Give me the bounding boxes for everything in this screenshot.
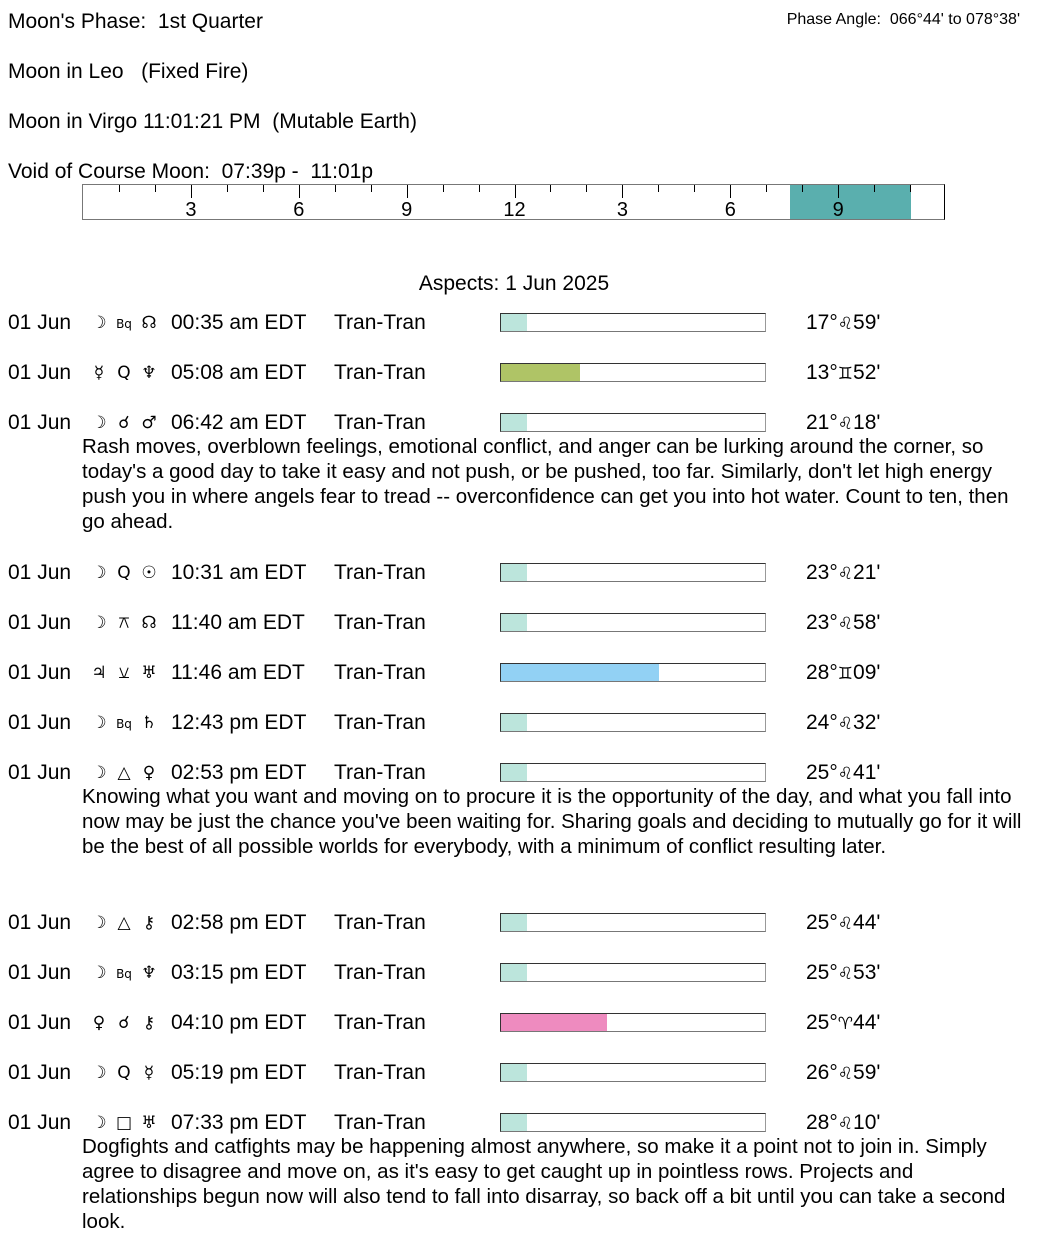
planet2-icon: ⚷ <box>142 1013 156 1033</box>
aspect-date: 01 Jun <box>8 761 72 784</box>
aspect-position <box>806 610 880 637</box>
position-minute: 52' <box>853 361 881 384</box>
position-degree: 25° <box>806 761 838 784</box>
aspect-position <box>806 1010 880 1037</box>
zodiac-sign-icon: ♈ <box>837 1014 854 1034</box>
zodiac-sign-icon: ♌ <box>837 964 854 984</box>
aspect-glyphs <box>86 1110 162 1136</box>
planet1-icon: ☽ <box>91 913 107 933</box>
timeline-tick <box>191 185 192 198</box>
timeline-tick <box>730 185 731 198</box>
aspect-strength-bar <box>500 1013 766 1032</box>
planet1-icon: ♀ <box>92 1013 106 1033</box>
aspect-position <box>806 760 880 787</box>
position-minute: 32' <box>853 711 881 734</box>
aspect-time: 05:19 pm EDT <box>171 1061 307 1084</box>
timeline-tick <box>515 185 516 198</box>
position-minute: 58' <box>853 611 881 634</box>
moon-sign: Moon in Leo (Fixed Fire) <box>8 60 249 83</box>
timeline-hour-label: 6 <box>293 199 305 221</box>
planet1-icon: ☽ <box>91 563 107 583</box>
position-degree: 26° <box>806 1061 838 1084</box>
planet1-icon: ☽ <box>91 1063 107 1083</box>
aspect-position <box>806 560 880 587</box>
timeline-tick <box>766 185 767 192</box>
planet2-icon: ☉ <box>141 563 157 583</box>
aspect-type-icon: □ <box>115 1113 133 1133</box>
aspect-row <box>0 360 1052 386</box>
aspect-date: 01 Jun <box>8 311 72 334</box>
position-minute: 59' <box>853 311 881 334</box>
aspect-type-icon: Bq <box>116 317 132 331</box>
position-degree: 21° <box>806 411 838 434</box>
aspect-kind: Tran-Tran <box>334 711 426 734</box>
position-degree: 17° <box>806 311 838 334</box>
planet1-icon: ☽ <box>91 1113 107 1133</box>
timeline-tick <box>479 185 480 192</box>
aspect-strength-fill <box>501 764 527 781</box>
timeline-tick <box>119 185 120 192</box>
aspect-glyphs <box>86 1010 162 1036</box>
void-of-course-band <box>790 185 911 219</box>
planet1-icon: ☽ <box>91 413 107 433</box>
aspect-strength-fill <box>501 414 527 431</box>
aspect-strength-fill <box>501 564 527 581</box>
timeline-hour-label: 9 <box>832 199 844 221</box>
aspect-position <box>806 960 880 987</box>
position-minute: 53' <box>853 961 881 984</box>
aspect-strength-bar <box>500 663 766 682</box>
timeline-tick <box>443 185 444 192</box>
aspect-glyphs <box>86 610 162 636</box>
aspect-glyphs <box>86 760 162 786</box>
position-degree: 28° <box>806 1111 838 1134</box>
planet1-icon: ☽ <box>91 313 107 333</box>
position-minute: 41' <box>853 761 881 784</box>
aspect-strength-bar <box>500 1063 766 1082</box>
aspect-kind: Tran-Tran <box>334 1011 426 1034</box>
aspect-position <box>806 710 880 737</box>
timeline-tick <box>227 185 228 192</box>
timeline-tick <box>874 185 875 192</box>
planet2-icon: ♅ <box>141 1113 157 1133</box>
aspect-time: 11:46 am EDT <box>171 661 305 684</box>
aspect-time: 00:35 am EDT <box>171 311 307 334</box>
aspect-strength-bar <box>500 713 766 732</box>
planet2-icon: ♅ <box>141 663 157 683</box>
position-degree: 28° <box>806 661 838 684</box>
aspect-type-icon: ⚻ <box>118 613 130 633</box>
zodiac-sign-icon: ♊ <box>837 364 854 384</box>
aspect-date: 01 Jun <box>8 1061 72 1084</box>
aspect-description: Rash moves, overblown feelings, emotional conflict, and anger can be lurking around the corner, so today's a good day to take it easy and not push, or be pushed, too far. Similarly, don't let high energy push you in where angels fear to tread -- overconfidence can get you into hot water. Count to ten, then go ahead. <box>82 435 1009 533</box>
timeline-tick <box>155 185 156 192</box>
aspect-row <box>0 710 1052 736</box>
planet2-icon: ♀ <box>142 763 156 783</box>
planet2-icon: ♆ <box>141 963 157 983</box>
aspect-position <box>806 410 880 437</box>
timeline-hour-label: 3 <box>185 199 197 221</box>
aspect-position <box>806 910 880 937</box>
planet2-icon: ♂ <box>141 413 157 433</box>
position-degree: 23° <box>806 611 838 634</box>
aspect-description: Dogfights and catfights may be happening almost anywhere, so make it a point not to join in. Simply agree to disagree and move on, as it's easy to get caught up in pointless rows. Projects and relationships begun now will also tend to fall into disarray, so back off a bit until you can take a second look. <box>82 1135 1006 1233</box>
aspect-kind: Tran-Tran <box>334 311 426 334</box>
position-minute: 18' <box>853 411 881 434</box>
zodiac-sign-icon: ♌ <box>837 314 854 334</box>
aspect-strength-fill <box>501 964 527 981</box>
aspect-strength-bar <box>500 313 766 332</box>
aspect-type-icon: ⚺ <box>118 663 130 683</box>
aspect-kind: Tran-Tran <box>334 911 426 934</box>
planet2-icon: ☊ <box>141 613 157 633</box>
aspect-type-icon: Q <box>117 363 131 383</box>
position-degree: 25° <box>806 961 838 984</box>
aspect-date: 01 Jun <box>8 911 72 934</box>
aspect-row <box>0 560 1052 586</box>
aspect-time: 07:33 pm EDT <box>171 1111 307 1134</box>
timeline-hour-label: 6 <box>724 199 736 221</box>
planet1-icon: ☽ <box>91 963 107 983</box>
aspect-description: Knowing what you want and moving on to procure it is the opportunity of the day, and what you fall into now may be just the chance you've been waiting for. Sharing goals and deciding to mutually go for it will be the best of all possible worlds for everybody, with a minimum of conflict resulting later. <box>82 785 1022 858</box>
aspect-row <box>0 1110 1052 1136</box>
aspect-strength-bar <box>500 763 766 782</box>
aspect-strength-bar <box>500 963 766 982</box>
aspect-row <box>0 660 1052 686</box>
aspect-row <box>0 1010 1052 1036</box>
aspect-position <box>806 310 880 337</box>
position-minute: 44' <box>853 1011 881 1034</box>
aspect-strength-bar <box>500 413 766 432</box>
moon-phase: Moon's Phase: 1st Quarter <box>8 10 263 33</box>
aspect-strength-fill <box>501 1064 527 1081</box>
zodiac-sign-icon: ♌ <box>837 1114 854 1134</box>
zodiac-sign-icon: ♌ <box>837 564 854 584</box>
planet1-icon: ☽ <box>91 763 107 783</box>
timeline-hour-label: 3 <box>616 199 628 221</box>
aspect-time: 04:10 pm EDT <box>171 1011 307 1034</box>
timeline-tick <box>802 185 803 192</box>
aspect-row <box>0 310 1052 336</box>
timeline-tick <box>371 185 372 192</box>
position-minute: 10' <box>853 1111 881 1134</box>
planet2-icon: ♆ <box>141 363 157 383</box>
aspect-row <box>0 760 1052 786</box>
aspect-date: 01 Jun <box>8 561 72 584</box>
timeline-hour-label: 9 <box>401 199 413 221</box>
timeline-tick <box>622 185 623 198</box>
aspect-glyphs <box>86 560 162 586</box>
planet1-icon: ☽ <box>91 613 107 633</box>
aspect-glyphs <box>86 660 162 686</box>
aspect-glyphs <box>86 960 162 987</box>
aspect-strength-bar <box>500 363 766 382</box>
position-degree: 13° <box>806 361 838 384</box>
aspect-date: 01 Jun <box>8 711 72 734</box>
timeline-hour-label: 12 <box>503 199 526 221</box>
aspect-position <box>806 1060 880 1087</box>
aspect-kind: Tran-Tran <box>334 961 426 984</box>
planet2-icon: ⚷ <box>142 913 156 933</box>
moon-ingress: Moon in Virgo 11:01:21 PM (Mutable Earth) <box>8 110 417 133</box>
position-degree: 25° <box>806 911 838 934</box>
aspect-type-icon: Q <box>117 1063 131 1083</box>
timeline-tick <box>838 185 839 198</box>
timeline-tick <box>407 185 408 198</box>
aspect-type-icon: Q <box>117 563 131 583</box>
planet1-icon: ♃ <box>91 663 107 683</box>
phase-angle: Phase Angle: 066°44' to 078°38' <box>786 11 1020 28</box>
aspect-strength-bar <box>500 613 766 632</box>
planet1-icon: ☽ <box>91 713 107 733</box>
aspect-row <box>0 1060 1052 1086</box>
aspect-strength-bar <box>500 563 766 582</box>
aspect-strength-fill <box>501 1014 607 1031</box>
aspect-row <box>0 910 1052 936</box>
aspect-date: 01 Jun <box>8 661 72 684</box>
aspect-row <box>0 960 1052 986</box>
planet2-icon: ☊ <box>141 313 157 333</box>
zodiac-sign-icon: ♌ <box>837 414 854 434</box>
position-minute: 21' <box>853 561 881 584</box>
timeline-tick <box>263 185 264 192</box>
aspect-type-icon: △ <box>117 763 131 783</box>
aspect-position <box>806 360 880 387</box>
aspect-time: 03:15 pm EDT <box>171 961 307 984</box>
position-degree: 25° <box>806 1011 838 1034</box>
planet2-icon: ☿ <box>143 1063 155 1083</box>
position-degree: 24° <box>806 711 838 734</box>
timeline-tick <box>658 185 659 192</box>
aspect-strength-fill <box>501 664 659 681</box>
aspect-glyphs <box>86 1060 162 1086</box>
aspect-glyphs <box>86 360 162 386</box>
aspect-row <box>0 610 1052 636</box>
aspect-strength-fill <box>501 714 527 731</box>
aspect-type-icon: Bq <box>116 967 132 981</box>
aspect-time: 06:42 am EDT <box>171 411 307 434</box>
aspect-strength-bar <box>500 1113 766 1132</box>
aspect-strength-fill <box>501 614 527 631</box>
aspect-kind: Tran-Tran <box>334 411 426 434</box>
timeline-tick <box>694 185 695 192</box>
timeline-tick <box>910 185 911 192</box>
aspect-position <box>806 1110 880 1137</box>
aspect-glyphs <box>86 310 162 337</box>
aspect-strength-fill <box>501 314 527 331</box>
planet2-icon: ♄ <box>141 713 157 733</box>
aspect-date: 01 Jun <box>8 611 72 634</box>
aspect-strength-bar <box>500 913 766 932</box>
aspect-kind: Tran-Tran <box>334 611 426 634</box>
zodiac-sign-icon: ♌ <box>837 1064 854 1084</box>
position-minute: 59' <box>853 1061 881 1084</box>
aspect-time: 11:40 am EDT <box>171 611 305 634</box>
aspect-type-icon: ☌ <box>118 1013 130 1033</box>
aspect-strength-fill <box>501 364 580 381</box>
aspect-date: 01 Jun <box>8 411 72 434</box>
aspect-type-icon: △ <box>117 913 131 933</box>
aspect-date: 01 Jun <box>8 361 72 384</box>
aspect-glyphs <box>86 410 162 436</box>
aspect-time: 05:08 am EDT <box>171 361 307 384</box>
aspect-time: 12:43 pm EDT <box>171 711 307 734</box>
aspect-kind: Tran-Tran <box>334 361 426 384</box>
aspect-strength-fill <box>501 914 527 931</box>
zodiac-sign-icon: ♌ <box>837 614 854 634</box>
aspect-glyphs <box>86 710 162 737</box>
position-degree: 23° <box>806 561 838 584</box>
timeline-tick <box>586 185 587 192</box>
timeline-tick <box>550 185 551 192</box>
aspect-position <box>806 660 880 687</box>
zodiac-sign-icon: ♌ <box>837 714 854 734</box>
aspect-time: 02:53 pm EDT <box>171 761 307 784</box>
zodiac-sign-icon: ♊ <box>837 664 854 684</box>
timeline-tick <box>335 185 336 192</box>
aspect-strength-fill <box>501 1114 527 1131</box>
aspect-kind: Tran-Tran <box>334 561 426 584</box>
position-minute: 44' <box>853 911 881 934</box>
aspect-date: 01 Jun <box>8 1111 72 1134</box>
aspect-row <box>0 410 1052 436</box>
aspect-kind: Tran-Tran <box>334 661 426 684</box>
aspect-type-icon: ☌ <box>118 413 130 433</box>
aspect-kind: Tran-Tran <box>334 1111 426 1134</box>
aspects-title: Aspects: 1 Jun 2025 <box>418 272 610 295</box>
aspect-kind: Tran-Tran <box>334 1061 426 1084</box>
zodiac-sign-icon: ♌ <box>837 764 854 784</box>
position-minute: 09' <box>853 661 881 684</box>
aspect-type-icon: Bq <box>116 717 132 731</box>
aspect-time: 10:31 am EDT <box>171 561 307 584</box>
aspect-date: 01 Jun <box>8 961 72 984</box>
void-of-course-timeline <box>82 184 945 220</box>
aspect-date: 01 Jun <box>8 1011 72 1034</box>
zodiac-sign-icon: ♌ <box>837 914 854 934</box>
aspect-time: 02:58 pm EDT <box>171 911 307 934</box>
planet1-icon: ☿ <box>93 363 105 383</box>
void-of-course: Void of Course Moon: 07:39p - 11:01p <box>8 160 374 183</box>
timeline-tick <box>299 185 300 198</box>
aspect-kind: Tran-Tran <box>334 761 426 784</box>
aspect-glyphs <box>86 910 162 936</box>
